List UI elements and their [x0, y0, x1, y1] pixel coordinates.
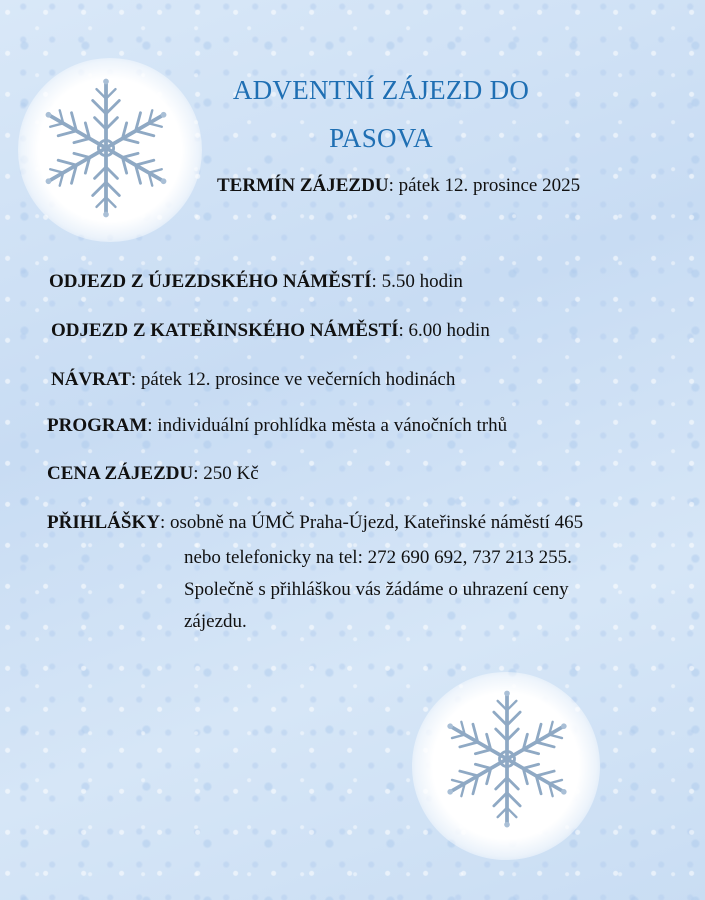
departure-ujezd-label: ODJEZD Z ÚJEZDSKÉHO NÁMĚSTÍ	[49, 271, 372, 292]
registration-line	[47, 512, 583, 534]
program-line	[47, 415, 507, 437]
price-line	[47, 463, 259, 485]
page-title	[190, 66, 572, 162]
term-line	[217, 175, 580, 197]
registration-continuation	[184, 542, 572, 638]
return-label: NÁVRAT	[51, 369, 131, 390]
return-line	[51, 369, 455, 391]
registration-value: : osobně na ÚMČ Praha-Újezd, Kateřinské náměstí 465	[159, 512, 584, 533]
title-line-1: ADVENTNÍ ZÁJEZD DO	[232, 75, 530, 105]
snowflake-icon	[30, 72, 182, 224]
program-label: PROGRAM	[47, 415, 148, 436]
departure-katerinske-value: : 6.00 hodin	[398, 320, 490, 341]
program-value: : individuální prohlídka města a vánočních trhů	[147, 415, 508, 436]
title-line-2: PASOVA	[329, 123, 433, 153]
departure-katerinske-label: ODJEZD Z KATEŘINSKÉHO NÁMĚSTÍ	[51, 320, 399, 341]
snowflake-icon	[432, 684, 582, 834]
price-label: CENA ZÁJEZDU	[47, 463, 194, 484]
departure-ujezd-value: : 5.50 hodin	[371, 271, 463, 292]
registration-line-2: nebo telefonicky na tel: 272 690 692, 737 213 255.	[184, 547, 572, 568]
term-value: : pátek 12. prosince 2025	[388, 175, 581, 196]
registration-label: PŘIHLÁŠKY	[47, 512, 160, 533]
departure-katerinske-line	[51, 320, 490, 342]
price-value: : 250 Kč	[193, 463, 259, 484]
return-value: : pátek 12. prosince ve večerních hodinách	[130, 369, 456, 390]
term-label: TERMÍN ZÁJEZDU	[217, 175, 389, 196]
registration-line-3: Společně s přihláškou vás žádáme o uhrazení ceny	[184, 579, 569, 600]
registration-line-4: zájezdu.	[184, 611, 247, 632]
departure-ujezd-line	[49, 271, 463, 293]
